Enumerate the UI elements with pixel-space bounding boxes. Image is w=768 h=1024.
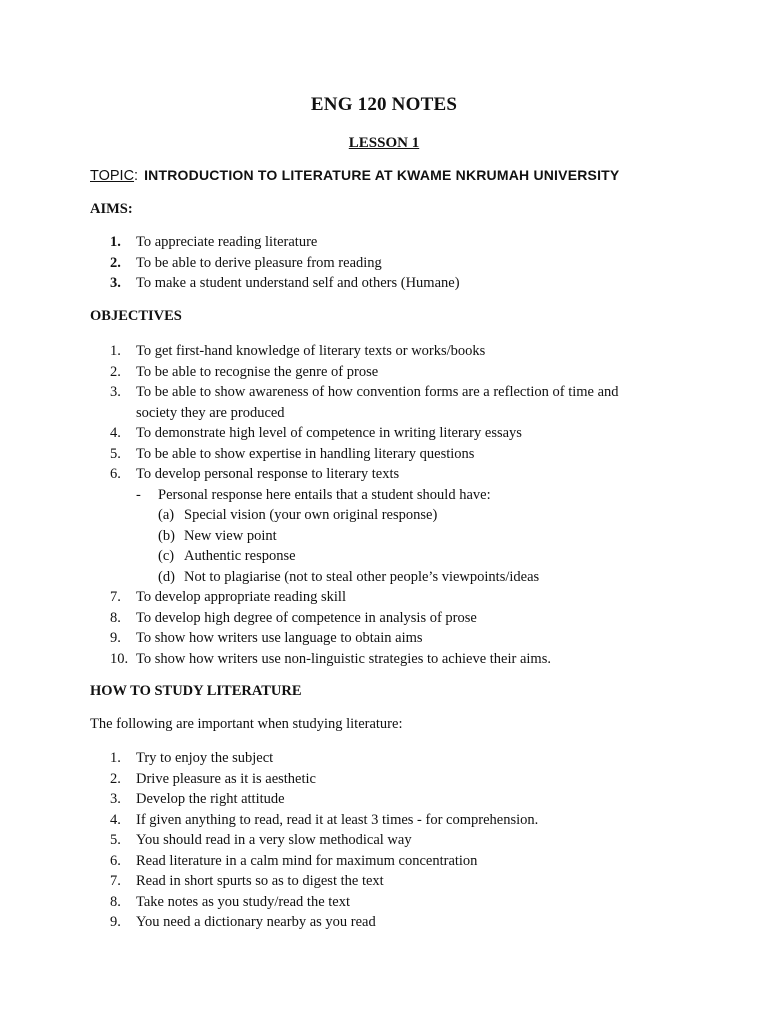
topic-text: INTRODUCTION TO LITERATURE AT KWAME NKRUMAH UNIVERSITY [144, 167, 620, 183]
sub-sub-list [158, 505, 718, 587]
sub-list [136, 485, 696, 588]
list-text: You need a dictionary nearby as you read [136, 914, 376, 930]
list-number: 6. [110, 466, 121, 482]
list-text: To be able to recognise the genre of prose [136, 363, 379, 380]
topic-line [90, 167, 619, 185]
list-number: 8. [110, 609, 121, 626]
list-number: 4. [110, 811, 121, 828]
list-text: To show how writers use language to obtain aims [136, 630, 423, 646]
list-item [110, 748, 696, 769]
list-text: You should read in a very slow methodical way [136, 832, 412, 848]
list-number: 3. [110, 275, 121, 291]
sub-sub-item [158, 505, 664, 526]
list-item [110, 587, 696, 608]
objectives-list [110, 341, 756, 669]
list-text: To show how writers use non-linguistic strategies to achieve their aims. [136, 650, 551, 667]
list-item [110, 810, 696, 831]
topic-colon: : [134, 168, 139, 184]
list-text: To develop appropriate reading skill [136, 589, 346, 605]
list-item [110, 649, 756, 670]
list-text: To develop personal response to literary texts [136, 466, 400, 482]
list-number: 1. [110, 343, 121, 359]
list-number: 1. [110, 750, 121, 766]
aims-heading: AIMS: [90, 201, 133, 217]
list-item [110, 423, 696, 444]
list-item [110, 382, 656, 423]
list-item [110, 464, 696, 587]
list-item [110, 341, 696, 362]
study-list [110, 748, 696, 933]
list-text: Develop the right attitude [136, 791, 285, 807]
list-text: To make a student understand self and others (Humane) [136, 275, 460, 291]
list-number: 4. [110, 425, 121, 441]
list-text: To get first-hand knowledge of literary texts or works/books [136, 343, 486, 359]
sub-sub-item [158, 546, 664, 567]
sub-sub-text: Authentic response [184, 548, 296, 564]
list-text: Try to enjoy the subject [136, 750, 274, 766]
lesson-heading: LESSON 1 [348, 135, 420, 151]
study-heading: HOW TO STUDY LITERATURE [90, 683, 302, 699]
list-text: To be able to derive pleasure from reading [136, 254, 382, 271]
sub-text: Personal response here entails that a student should have: [158, 486, 491, 503]
list-number: 2. [110, 363, 121, 380]
sub-sub-text: Not to plagiarise (not to steal other people’s viewpoints/ideas [184, 568, 540, 585]
sub-sub-number: (b) [158, 527, 175, 544]
study-intro: The following are important when studying literature: [90, 716, 403, 732]
list-number: 3. [110, 384, 121, 400]
list-item [110, 789, 696, 810]
sub-sub-number: (d) [158, 568, 175, 585]
list-item [110, 892, 696, 913]
sub-sub-number: (a) [158, 507, 175, 523]
topic-label: TOPIC [90, 168, 135, 184]
list-item [110, 851, 696, 872]
list-number: 3. [110, 791, 121, 807]
list-text: To be able to show awareness of how convention forms are a reflection of time and society they are produced [136, 384, 619, 421]
list-item [110, 444, 696, 465]
sub-sub-item [158, 526, 664, 547]
aims-list [110, 232, 696, 294]
list-text: To develop high degree of competence in analysis of prose [136, 609, 477, 626]
list-text: Drive pleasure as it is aesthetic [136, 770, 316, 787]
list-text: If given anything to read, read it at least 3 times - for comprehension. [136, 811, 539, 828]
list-item [110, 871, 696, 892]
sub-list-item [136, 485, 718, 588]
list-number: 7. [110, 589, 121, 605]
list-number: 7. [110, 873, 121, 889]
list-text: Read literature in a calm mind for maximum concentration [136, 852, 478, 869]
list-number: 2. [110, 770, 121, 787]
list-text: Read in short spurts so as to digest the text [136, 873, 384, 889]
list-number: 10. [110, 650, 129, 667]
list-text: To appreciate reading literature [136, 234, 318, 250]
list-item [110, 912, 696, 933]
list-item [110, 362, 696, 383]
sub-sub-item [158, 567, 664, 588]
list-number: 9. [110, 914, 121, 930]
list-number: 9. [110, 630, 121, 646]
list-item [110, 232, 696, 253]
list-text: To demonstrate high level of competence in writing literary essays [136, 425, 522, 441]
sub-sub-text: Special vision (your own original response) [184, 507, 438, 523]
list-item [110, 273, 696, 294]
page-title: ENG 120 NOTES [310, 94, 458, 115]
list-item [110, 769, 696, 790]
list-item [110, 830, 696, 851]
list-text: Take notes as you study/read the text [136, 893, 351, 910]
list-text: To be able to show expertise in handling literary questions [136, 445, 475, 462]
list-item [110, 253, 696, 274]
sub-sub-number: (c) [158, 548, 175, 564]
sub-sub-text: New view point [184, 527, 277, 544]
sub-bullet: - [136, 486, 141, 503]
list-item [110, 628, 696, 649]
list-number: 2. [110, 254, 121, 271]
list-number: 5. [110, 832, 121, 848]
list-number: 6. [110, 852, 121, 869]
list-number: 1. [110, 234, 121, 250]
list-number: 5. [110, 445, 121, 462]
list-number: 8. [110, 893, 121, 910]
list-item [110, 608, 696, 629]
objectives-heading: OBJECTIVES [90, 308, 182, 324]
